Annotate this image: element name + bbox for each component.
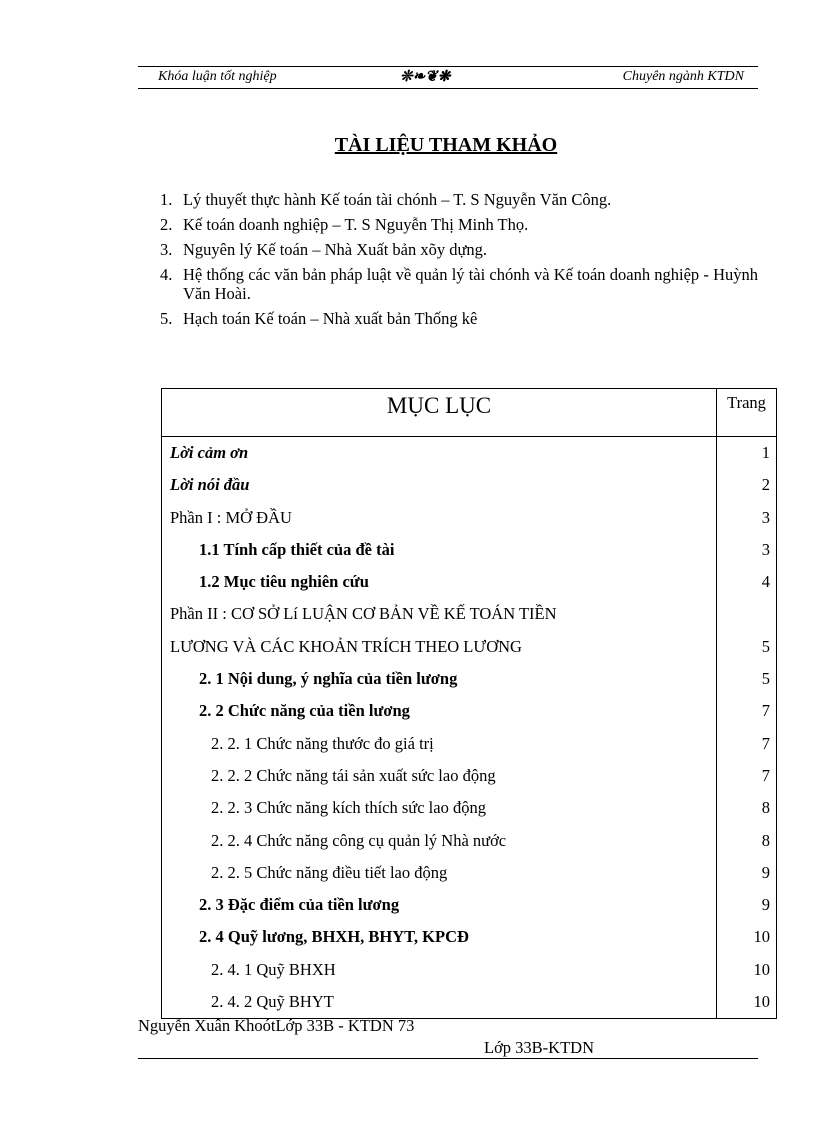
toc-entry-page: 1 — [761, 443, 770, 462]
toc-entry-label: 2. 2. 4 Chức năng công cụ quản lý Nhà nước — [162, 825, 717, 857]
reference-number: 2. — [160, 215, 173, 234]
reference-item — [160, 309, 758, 328]
reference-item — [160, 265, 758, 303]
table-of-contents — [161, 388, 777, 1019]
toc-entry-label: 1.2 Mục tiêu nghiên cứu — [162, 566, 717, 598]
reference-text: Nguyên lý Kế toán – Nhà Xuất bản xõy dựng. — [183, 240, 488, 259]
toc-row — [162, 792, 777, 824]
toc-row — [162, 889, 777, 921]
header-right-text: Chuyên ngành KTDN — [622, 69, 744, 84]
toc-entry-label: 2. 3 Đặc điểm của tiền lương — [162, 889, 717, 921]
toc-entry-page: 5 — [761, 636, 770, 656]
toc-entry-label-multiline — [162, 598, 717, 663]
toc-row — [162, 534, 777, 566]
toc-row — [162, 663, 777, 695]
toc-row — [162, 760, 777, 792]
toc-row — [162, 598, 777, 663]
header-ornament: ❊❧❦❋ — [400, 69, 451, 85]
reference-number: 5. — [160, 309, 173, 328]
toc-entry-page: 10 — [753, 927, 770, 947]
toc-entry-label: 2. 2. 5 Chức năng điều tiết lao động — [162, 857, 717, 889]
toc-row — [162, 728, 777, 760]
toc-row — [162, 857, 777, 889]
toc-row — [162, 437, 777, 470]
reference-text: Lý thuyết thực hành Kế toán tài chónh – T. S Nguyễn Văn Công. — [183, 190, 612, 209]
reference-text: Hạch toán Kế toán – Nhà xuất bản Thống kê — [183, 309, 478, 328]
toc-entry-label: 2. 4 Quỹ lương, BHXH, BHYT, KPCĐ — [162, 921, 717, 953]
toc-entry-label-line1: Phần II : CƠ SỞ Lí LUẬN CƠ BẢN VỀ KẾ TOÁN TIỀN — [170, 604, 557, 624]
header-bottom-rule — [138, 88, 758, 89]
toc-entry-page: 7 — [761, 765, 770, 785]
toc-page-header: Trang — [717, 389, 777, 437]
toc-entry-page: 3 — [761, 507, 770, 527]
toc-row — [162, 825, 777, 857]
reference-item — [160, 190, 758, 209]
toc-entry-page: 3 — [761, 539, 770, 559]
toc-row — [162, 502, 777, 534]
toc-entry-label: 2. 1 Nội dung, ý nghĩa của tiền lương — [162, 663, 717, 695]
toc-entry-page: 4 — [761, 572, 770, 592]
toc-entry-label-line2: LƯƠNG VÀ CÁC KHOẢN TRÍCH THEO LƯƠNG — [170, 636, 522, 656]
toc-entry-page: 8 — [761, 830, 770, 850]
toc-row — [162, 695, 777, 727]
toc-entry-label: 2. 4. 2 Quỹ BHYT — [162, 986, 717, 1019]
toc-row — [162, 986, 777, 1019]
toc-entry-label: 2. 4. 1 Quỹ BHXH — [162, 954, 717, 986]
reference-item — [160, 215, 758, 234]
toc-entry-label: 2. 2. 2 Chức năng tái sản xuất sức lao động — [162, 760, 717, 792]
reference-number: 3. — [160, 240, 173, 259]
toc-entry-page: 10 — [753, 992, 770, 1012]
toc-row — [162, 566, 777, 598]
toc-entry-page: 9 — [761, 862, 770, 882]
toc-entry-page: 7 — [761, 733, 770, 753]
toc-entry-label: Lời nói đầu — [162, 469, 717, 501]
toc-title: MỤC LỤC — [162, 389, 717, 437]
reference-number: 1. — [160, 190, 173, 209]
toc-entry-label: Phần I : MỞ ĐẦU — [162, 502, 717, 534]
footer-author-line: Nguyễn Xuân KhoótLớp 33B - KTDN 73 — [138, 1016, 415, 1035]
toc-entry-page: 8 — [761, 798, 770, 818]
toc-row — [162, 954, 777, 986]
toc-entry-label: 2. 2. 3 Chức năng kích thích sức lao động — [162, 792, 717, 824]
toc-entry-page: 7 — [761, 701, 770, 721]
page-header — [138, 69, 758, 87]
footer-rule — [138, 1058, 758, 1059]
references-list — [160, 190, 758, 334]
toc-entry-label: 2. 2 Chức năng của tiền lương — [162, 695, 717, 727]
toc-row — [162, 921, 777, 953]
header-left-text: Khóa luận tốt nghiệp — [158, 69, 277, 84]
reference-number: 4. — [160, 265, 173, 284]
toc-entry-page: 9 — [761, 895, 770, 915]
reference-text: Kế toán doanh nghiệp – T. S Nguyễn Thị Minh Thọ. — [183, 215, 529, 234]
footer-class-line: Lớp 33B-KTDN — [484, 1038, 595, 1057]
toc-entry-label: 1.1 Tính cấp thiết của đề tài — [162, 534, 717, 566]
references-title: TÀI LIỆU THAM KHẢO — [334, 134, 558, 156]
toc-header-row — [162, 389, 777, 437]
toc-row — [162, 469, 777, 501]
toc-entry-label: 2. 2. 1 Chức năng thước đo giá trị — [162, 728, 717, 760]
toc-entry-page: 10 — [753, 959, 770, 979]
toc-entry-page: 5 — [761, 669, 770, 689]
toc-entry-page: 2 — [761, 475, 770, 495]
toc-entry-label: Lời cảm ơn — [162, 437, 717, 470]
reference-text: Hệ thống các văn bản pháp luật về quản lý tài chónh và Kế toán doanh nghiệp - Huỳnh Văn Hoài. — [183, 265, 758, 303]
reference-item — [160, 240, 758, 259]
